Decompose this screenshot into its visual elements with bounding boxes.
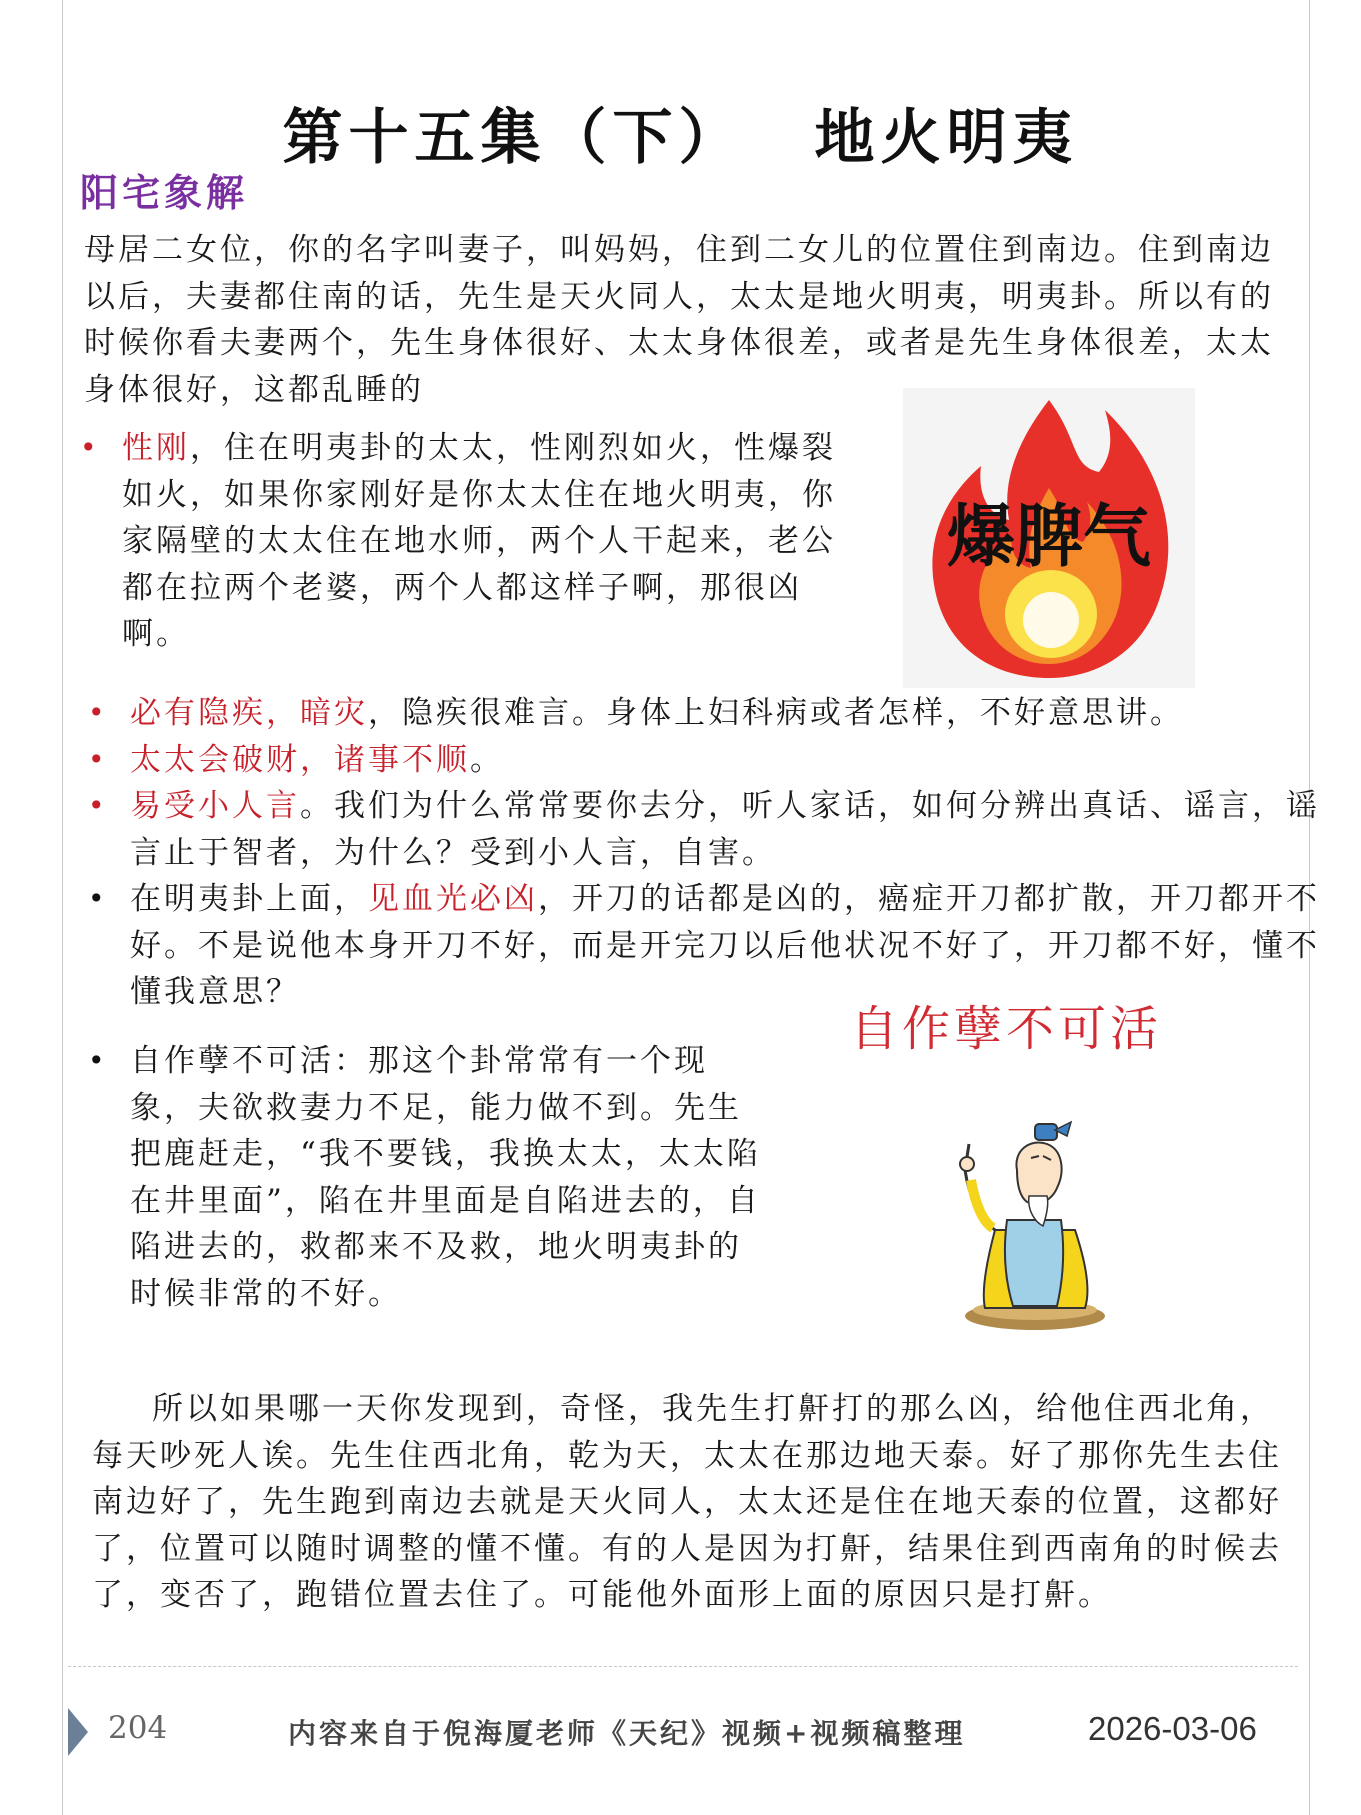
highlight-text: 太太会破财，诸事不顺 [130, 741, 470, 778]
section-subtitle: 阳宅象解 [80, 170, 249, 215]
list-item [88, 690, 1330, 737]
bullet-dot: • [88, 696, 108, 729]
closing-paragraph: 所以如果哪一天你发现到，奇怪，我先生打鼾打的那么凶，给他住西北角，每天吵死人诶。先生住西北角，乾为天，太太在那边地天泰。好了那你先生去住南边好了，先生跑到南边去就是天火同人，太太还是住在地天泰的位置，这都好了，位置可以随时调整的懂不懂。有的人是因为打鼾，结果住到西南角的时候去了，变否了，跑错位置去住了。可能他外面形上面的原因只是打鼾。 [92, 1391, 1282, 1613]
fire-temper-image [903, 388, 1195, 688]
highlight-text: 性刚 [122, 430, 190, 466]
footer-divider [68, 1666, 1298, 1667]
bullet-dot: • [88, 789, 108, 822]
bullet-dot: • [88, 1044, 108, 1077]
page-number: 204 [108, 1710, 168, 1746]
highlight-text: 见血光必凶 [368, 881, 538, 917]
bullet-list-misfortune [88, 690, 1330, 1016]
image-caption-red: 自作孽不可活 [850, 1001, 1163, 1057]
footer-source: 内容来自于倪海厦老师《天纪》视频+视频稿整理 [288, 1717, 966, 1750]
highlight-text: 必有隐疾，暗灾 [130, 695, 368, 731]
page-nav-arrow-icon [68, 1708, 88, 1756]
item-text: ，住在明夷卦的太太，性刚烈如火，性爆裂如火，如果你家刚好是你太太住在地火明夷，你家隔壁的太太住在地水师，两个人干起来，老公都在拉两个老婆，两个人都这样子啊，那很凶啊。 [122, 430, 836, 652]
list-item [88, 783, 1330, 876]
bullet-list-temper [80, 425, 862, 658]
bullet-list-self-inflicted [88, 1038, 770, 1317]
intro-paragraph: 母居二女位，你的名字叫妻子，叫妈妈，住到二女儿的位置住到南边。住到南边以后，夫妻都住南的话，先生是天火同人，太太是地火明夷，明夷卦。所以有的时候你看夫妻两个，先生身体很好、太太身体很差，或者是先生身体很差，太太身体很好，这都乱睡的 [84, 232, 1274, 408]
footer-date: 2026-03-06 [1088, 1710, 1257, 1747]
list-item [88, 737, 1330, 784]
item-text: 在明夷卦上面， [130, 881, 368, 917]
title-hexagram: 地火明夷 [814, 103, 1079, 173]
item-text: 。 [470, 741, 504, 778]
item-text: ，开刀的话都是凶的，癌症开刀都扩散，开刀都开不好。不是说他本身开刀不好，而是开完刀以后他状况不好了，开刀都不好，懂不懂我意思？ [130, 881, 1320, 1010]
bullet-dot: • [80, 431, 100, 464]
highlight-text: 易受小人言 [130, 788, 300, 824]
sage-illustration [935, 1110, 1135, 1335]
list-item [88, 1038, 770, 1317]
title-episode: 第十五集（下） [282, 103, 745, 173]
fire-image-caption: 爆脾气 [946, 498, 1152, 577]
item-text: ，隐疾很难言。身体上妇科病或者怎样，不好意思讲。 [368, 695, 1184, 731]
bullet-dot: • [88, 882, 108, 915]
item-text: 。我们为什么常常要你去分，听人家话，如何分辨出真话、谣言，谣言止于智者，为什么？受到小人言，自害。 [130, 788, 1320, 871]
list-item [80, 425, 862, 658]
item-text: 自作孽不可活：那这个卦常常有一个现象，夫欲救妻力不足，能力做不到。先生把鹿赶走，“我不要钱，我换太太，太太陷在井里面”，陷在井里面是自陷进去的，自陷进去的，救都来不及救，地火明夷卦的时候非常的不好。 [130, 1043, 761, 1312]
bullet-dot: • [88, 742, 108, 776]
